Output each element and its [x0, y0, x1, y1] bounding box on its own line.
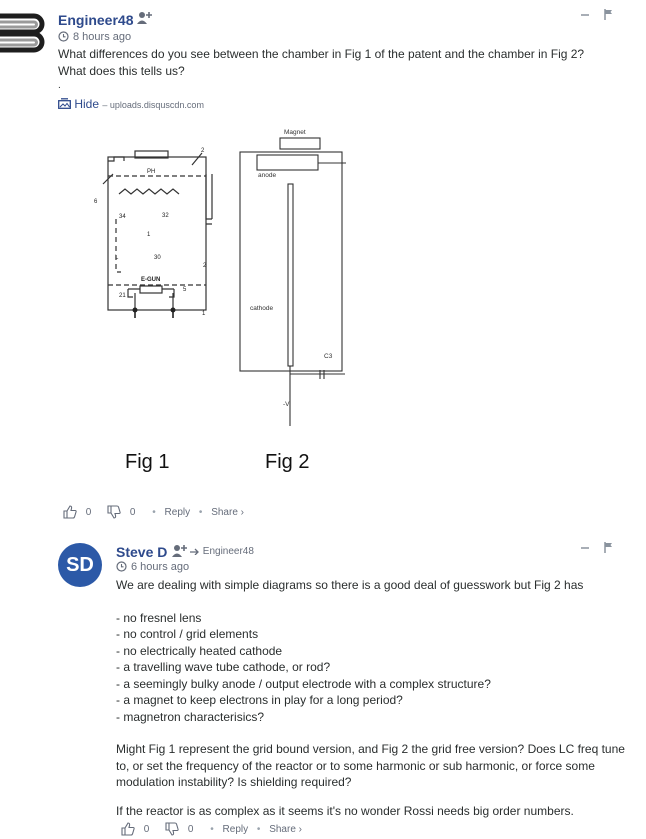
thumbs-up-icon	[121, 822, 135, 836]
reply-button[interactable]: Reply	[222, 823, 249, 835]
fig1-label: 5	[183, 287, 187, 293]
fig1-label: 21	[119, 293, 126, 299]
hide-label: Hide	[74, 97, 100, 111]
thumbs-down-icon	[107, 505, 121, 519]
downvote-count: 0	[129, 506, 136, 518]
minus-icon	[580, 9, 590, 19]
fig1-label: 6	[94, 199, 98, 205]
fig2-label: Magnet	[284, 129, 306, 136]
upvote-count: 0	[85, 506, 92, 518]
separator-dot-icon: •	[256, 823, 261, 835]
fig1-label: 1	[202, 311, 206, 317]
fig1-label: 30	[154, 255, 161, 261]
minus-icon	[580, 542, 590, 552]
fig2-label: C3	[324, 353, 333, 360]
fig1-label: PH	[147, 169, 156, 175]
list-item: - a travelling wave tube cathode, or rod?	[116, 660, 331, 674]
comment-actions	[121, 822, 302, 836]
feature-list	[116, 610, 636, 726]
list-item: - a seemingly bulky anode / output electrode with a complex structure?	[116, 676, 491, 691]
fig2-label: cathode	[250, 305, 274, 312]
comment-paragraph: If the reactor is as complex as it seems it's no wonder Rossi needs big order numbers.	[116, 803, 574, 818]
separator-dot-icon: •	[210, 823, 214, 835]
share-button[interactable]: Share ›	[269, 823, 302, 835]
reply-to-author: Engineer48	[202, 546, 254, 557]
fig2-label: anode	[258, 172, 277, 179]
patent-figure-image[interactable]	[88, 116, 358, 486]
clock-icon	[116, 561, 127, 575]
pipes-logo-icon	[0, 8, 48, 56]
fig1-label: L	[115, 255, 119, 261]
reply-button[interactable]: Reply	[164, 506, 191, 518]
image-icon	[58, 98, 71, 112]
thumbs-down-icon	[165, 822, 179, 836]
separator-dot-icon: •	[152, 506, 156, 518]
fig1-label: 2	[203, 263, 207, 269]
avatar[interactable]	[0, 8, 48, 56]
caption-fig2: Fig 2	[265, 451, 310, 473]
fig1-label: 1	[147, 232, 151, 238]
timestamp-text: 6 hours ago	[131, 561, 190, 573]
flag-icon	[604, 542, 613, 553]
timestamp[interactable]	[58, 31, 131, 45]
comment-body	[116, 577, 636, 819]
fig2-label: -V	[283, 401, 290, 408]
comment-intro: We are dealing with simple diagrams so there is a good deal of guesswork but Fig 2 has	[116, 578, 584, 592]
fig1-label: 2	[201, 148, 205, 154]
collapse-button[interactable]	[580, 9, 590, 22]
follow-user-icon[interactable]	[137, 11, 153, 30]
author-name[interactable]: Engineer48	[58, 12, 134, 28]
media-source: – uploads.disquscdn.com	[102, 100, 204, 110]
author-name[interactable]: Steve D	[116, 544, 168, 560]
timestamp-text: 8 hours ago	[73, 31, 132, 43]
list-item: - a magnet to keep electrons in play for a long period?	[116, 693, 403, 707]
thumbs-up-icon	[63, 505, 77, 519]
upvote-count: 0	[143, 823, 150, 835]
upvote-button[interactable]	[121, 822, 135, 836]
hide-media-link[interactable]	[58, 97, 204, 112]
list-item: - no control / grid elements	[116, 627, 259, 641]
caption-fig1: Fig 1	[125, 451, 170, 473]
in-reply-to[interactable]	[190, 546, 254, 558]
fig1-label: E-GUN	[141, 277, 161, 283]
clock-icon	[58, 31, 69, 45]
share-button[interactable]: Share ›	[211, 506, 244, 518]
comment-body	[58, 46, 638, 79]
downvote-button[interactable]	[107, 505, 121, 519]
comment-actions	[63, 505, 244, 519]
separator-dot-icon: •	[198, 506, 203, 518]
list-item: - magnetron characterisics?	[116, 709, 265, 724]
comment-paragraph: Might Fig 1 represent the grid bound version, and Fig 2 the grid free version? Does LC freq tune to, or set the frequency of the reactor or to some harmonic or sub harmonic, or force some modulation instability? Is shielding required?	[116, 742, 625, 789]
downvote-count: 0	[187, 823, 194, 835]
downvote-button[interactable]	[165, 822, 179, 836]
list-item: - no fresnel lens	[116, 610, 202, 625]
upvote-button[interactable]	[63, 505, 77, 519]
list-item: - no electrically heated cathode	[116, 643, 283, 658]
comment-line: What differences do you see between the chamber in Fig 1 of the patent and the chamber in Fig 2?	[58, 47, 585, 61]
patent-diagram	[88, 116, 358, 486]
flag-button[interactable]	[604, 542, 613, 556]
flag-button[interactable]	[604, 9, 613, 23]
reply-arrow-icon	[190, 546, 200, 558]
timestamp[interactable]	[116, 561, 189, 575]
stray-dot: .	[58, 80, 61, 91]
comment-line: What does this tells us?	[58, 63, 185, 78]
avatar[interactable]: SD	[58, 543, 102, 587]
collapse-button[interactable]	[580, 542, 590, 555]
fig1-label: 32	[162, 213, 169, 219]
fig1-label: 34	[119, 214, 126, 220]
flag-icon	[604, 9, 613, 20]
